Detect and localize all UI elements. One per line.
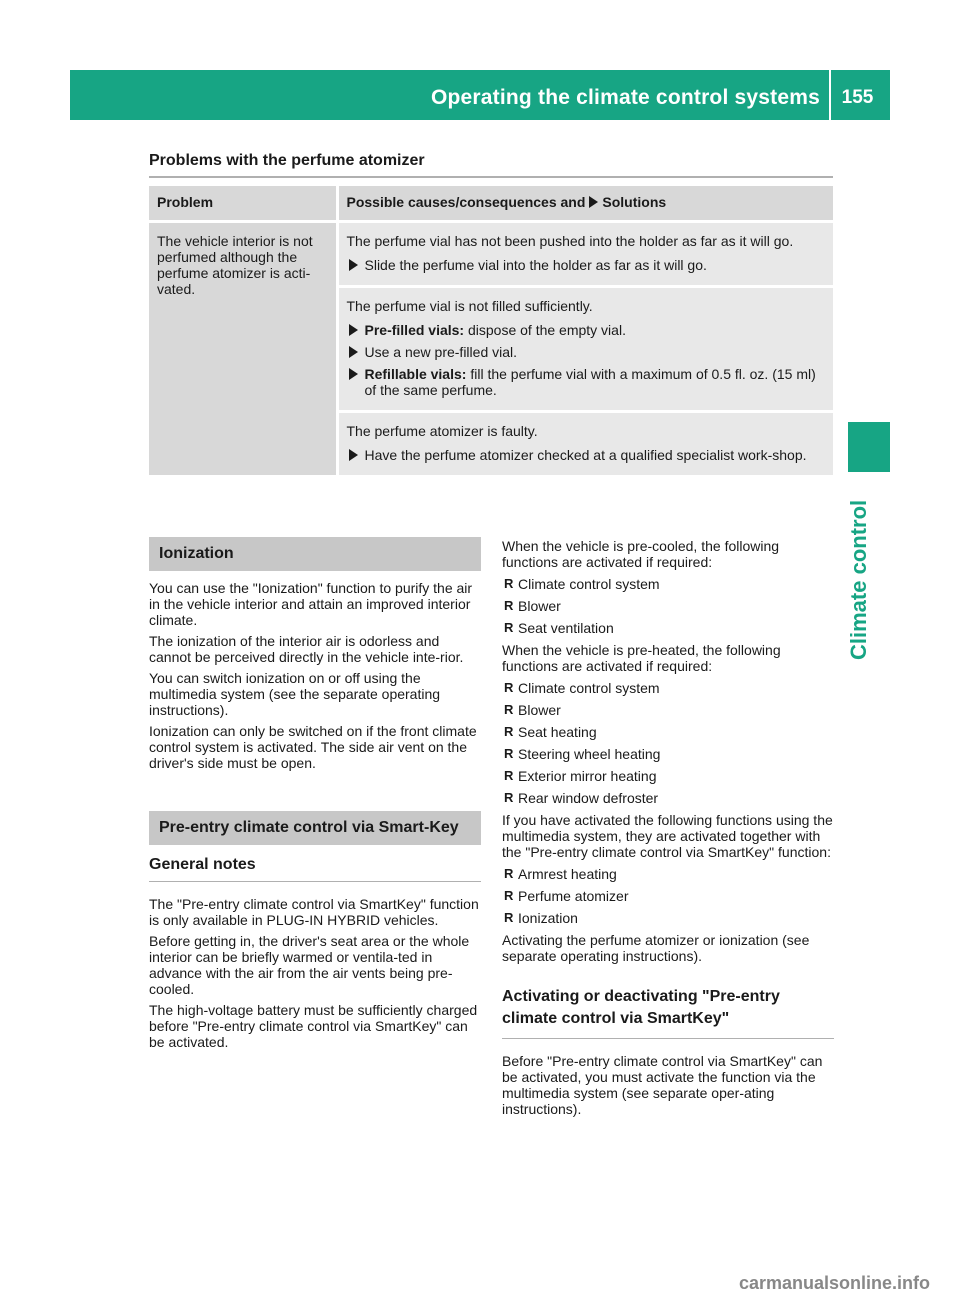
left-column [149, 537, 481, 1055]
col-header-causes [337, 186, 833, 222]
perfume-section-title: Problems with the perfume atomizer [149, 152, 425, 169]
arrow-icon [589, 196, 598, 208]
bullet-icon: R [504, 768, 514, 783]
arrow-icon [349, 368, 358, 380]
list-item [502, 866, 834, 882]
step-text: Slide the perfume vial into the holder as far as it will go. [364, 257, 707, 273]
list-item [502, 768, 834, 784]
list-item-text: Perfume atomizer [518, 888, 629, 904]
general-p1: The "Pre-entry climate control via SmartKey" function is only available in PLUG-IN HYBRID vehicles. [149, 896, 479, 928]
general-p2: Before getting in, the driver's seat area or the whole interior can be briefly warmed or ventila-ted in advance with the air from the air vents being pre-cooled. [149, 933, 470, 997]
ionization-p4: Ionization can only be switched on if the front climate control system is activated. The side air vent on the driver's side must be open. [149, 723, 477, 771]
bullet-icon: R [504, 702, 514, 717]
heading-rule [502, 1038, 834, 1039]
solution-step [347, 322, 826, 338]
list-item-text: Rear window defroster [518, 790, 659, 806]
ionization-p1: You can use the "Ionization" function to purify the air in the vehicle interior and attain an improved interior climate. [149, 580, 473, 628]
list-item-text: Blower [518, 702, 561, 718]
general-notes-heading: General notes [149, 856, 256, 873]
table-header-row [149, 186, 833, 222]
precooled-intro: When the vehicle is pre-cooled, the following functions are activated if required: [502, 538, 780, 570]
cause-cell [337, 287, 833, 412]
preentry-heading: Pre-entry climate control via Smart-Key [149, 811, 481, 845]
page-header [70, 70, 890, 120]
heading-rule [149, 881, 481, 882]
right-column [502, 538, 834, 1122]
list-item [502, 888, 834, 904]
header-divider [829, 70, 831, 120]
precooled-list [502, 576, 834, 636]
bullet-icon: R [504, 866, 514, 881]
activating-text: Before "Pre-entry climate control via SmartKey" can be activated, you must activate the function via the multimedia system (see separate oper-ating instructions). [502, 1053, 823, 1117]
problem-cell: The vehicle interior is not perfumed although the perfume atomizer is acti-vated. [149, 222, 337, 476]
bullet-icon: R [504, 746, 514, 761]
list-item-text: Seat heating [518, 724, 597, 740]
solution-step [347, 447, 826, 463]
bullet-icon: R [504, 724, 514, 739]
bullet-icon: R [504, 620, 514, 635]
extra-list [502, 866, 834, 926]
cause-cell [337, 412, 833, 476]
bullet-icon: R [504, 910, 514, 925]
list-item-text: Climate control system [518, 576, 660, 592]
side-tab-label: Climate control [846, 499, 871, 660]
step-bold: Pre-filled vials: [364, 322, 465, 338]
solution-step [347, 344, 826, 360]
step-text: Have the perfume atomizer checked at a qualified specialist work-shop. [364, 447, 807, 463]
list-item-text: Armrest heating [518, 866, 617, 882]
list-item-text: Seat ventilation [518, 620, 614, 636]
bullet-icon: R [504, 790, 514, 805]
list-item [502, 790, 834, 806]
col-header-problem: Problem [149, 186, 337, 222]
solution-step [347, 366, 826, 398]
activating-heading: Activating or deactivating "Pre-entry climate control via SmartKey" [502, 988, 780, 1027]
list-item-text: Climate control system [518, 680, 660, 696]
list-item [502, 576, 834, 592]
extra-intro: If you have activated the following functions using the multimedia system, they are activated together with the "Pre-entry climate control via SmartKey" function: [502, 812, 833, 860]
list-item [502, 746, 834, 762]
ionization-heading: Ionization [149, 537, 481, 571]
ionization-p2: The ionization of the interior air is odorless and cannot be perceived directly in the vehicle inte-rior. [149, 633, 464, 665]
section-rule [149, 176, 833, 178]
cause-text: The perfume vial is not filled sufficiently. [346, 298, 593, 314]
bullet-icon: R [504, 680, 514, 695]
col-header-solutions-text: Solutions [602, 194, 667, 210]
general-p3: The high-voltage battery must be sufficiently charged before "Pre-entry climate control via SmartKey" can be activated. [149, 1002, 478, 1050]
side-tab-marker [848, 422, 890, 472]
list-item-text: Steering wheel heating [518, 746, 661, 762]
step-text: Use a new pre-filled vial. [364, 344, 518, 360]
arrow-icon [349, 346, 358, 358]
chapter-title: Operating the climate control systems [430, 86, 820, 109]
list-item [502, 620, 834, 636]
list-item-text: Exterior mirror heating [518, 768, 657, 784]
preheated-intro: When the vehicle is pre-heated, the following functions are activated if required: [502, 642, 781, 674]
extra-note: Activating the perfume atomizer or ionization (see separate operating instructions). [502, 932, 810, 964]
arrow-icon [349, 449, 358, 461]
preheated-list [502, 680, 834, 806]
list-item [502, 598, 834, 614]
table-row [149, 222, 833, 287]
list-item [502, 910, 834, 926]
list-item-text: Blower [518, 598, 561, 614]
bullet-icon: R [504, 576, 514, 591]
ionization-p3: You can switch ionization on or off using the multimedia system (see the separate operating instructions). [149, 670, 441, 718]
bullet-icon: R [504, 598, 514, 613]
cause-text: The perfume atomizer is faulty. [346, 423, 538, 439]
cause-text: The perfume vial has not been pushed into the holder as far as it will go. [346, 233, 794, 249]
list-item [502, 724, 834, 740]
page-number: 155 [841, 87, 874, 108]
cause-cell [337, 222, 833, 287]
list-item-text: Ionization [518, 910, 578, 926]
arrow-icon [349, 259, 358, 271]
list-item [502, 702, 834, 718]
arrow-icon [349, 324, 358, 336]
list-item [502, 680, 834, 696]
step-bold: Refillable vials: [364, 366, 467, 382]
perfume-problem-table [149, 186, 833, 475]
col-header-causes-text: Possible causes/consequences and [346, 194, 586, 210]
step-text: fill the perfume vial with a maximum of 0.5 fl. oz. (15 ml) of the same perfume. [364, 366, 816, 398]
solution-step [347, 257, 826, 273]
step-text: dispose of the empty vial. [464, 322, 626, 338]
watermark: carmanualsonline.info [738, 1273, 930, 1293]
bullet-icon: R [504, 888, 514, 903]
